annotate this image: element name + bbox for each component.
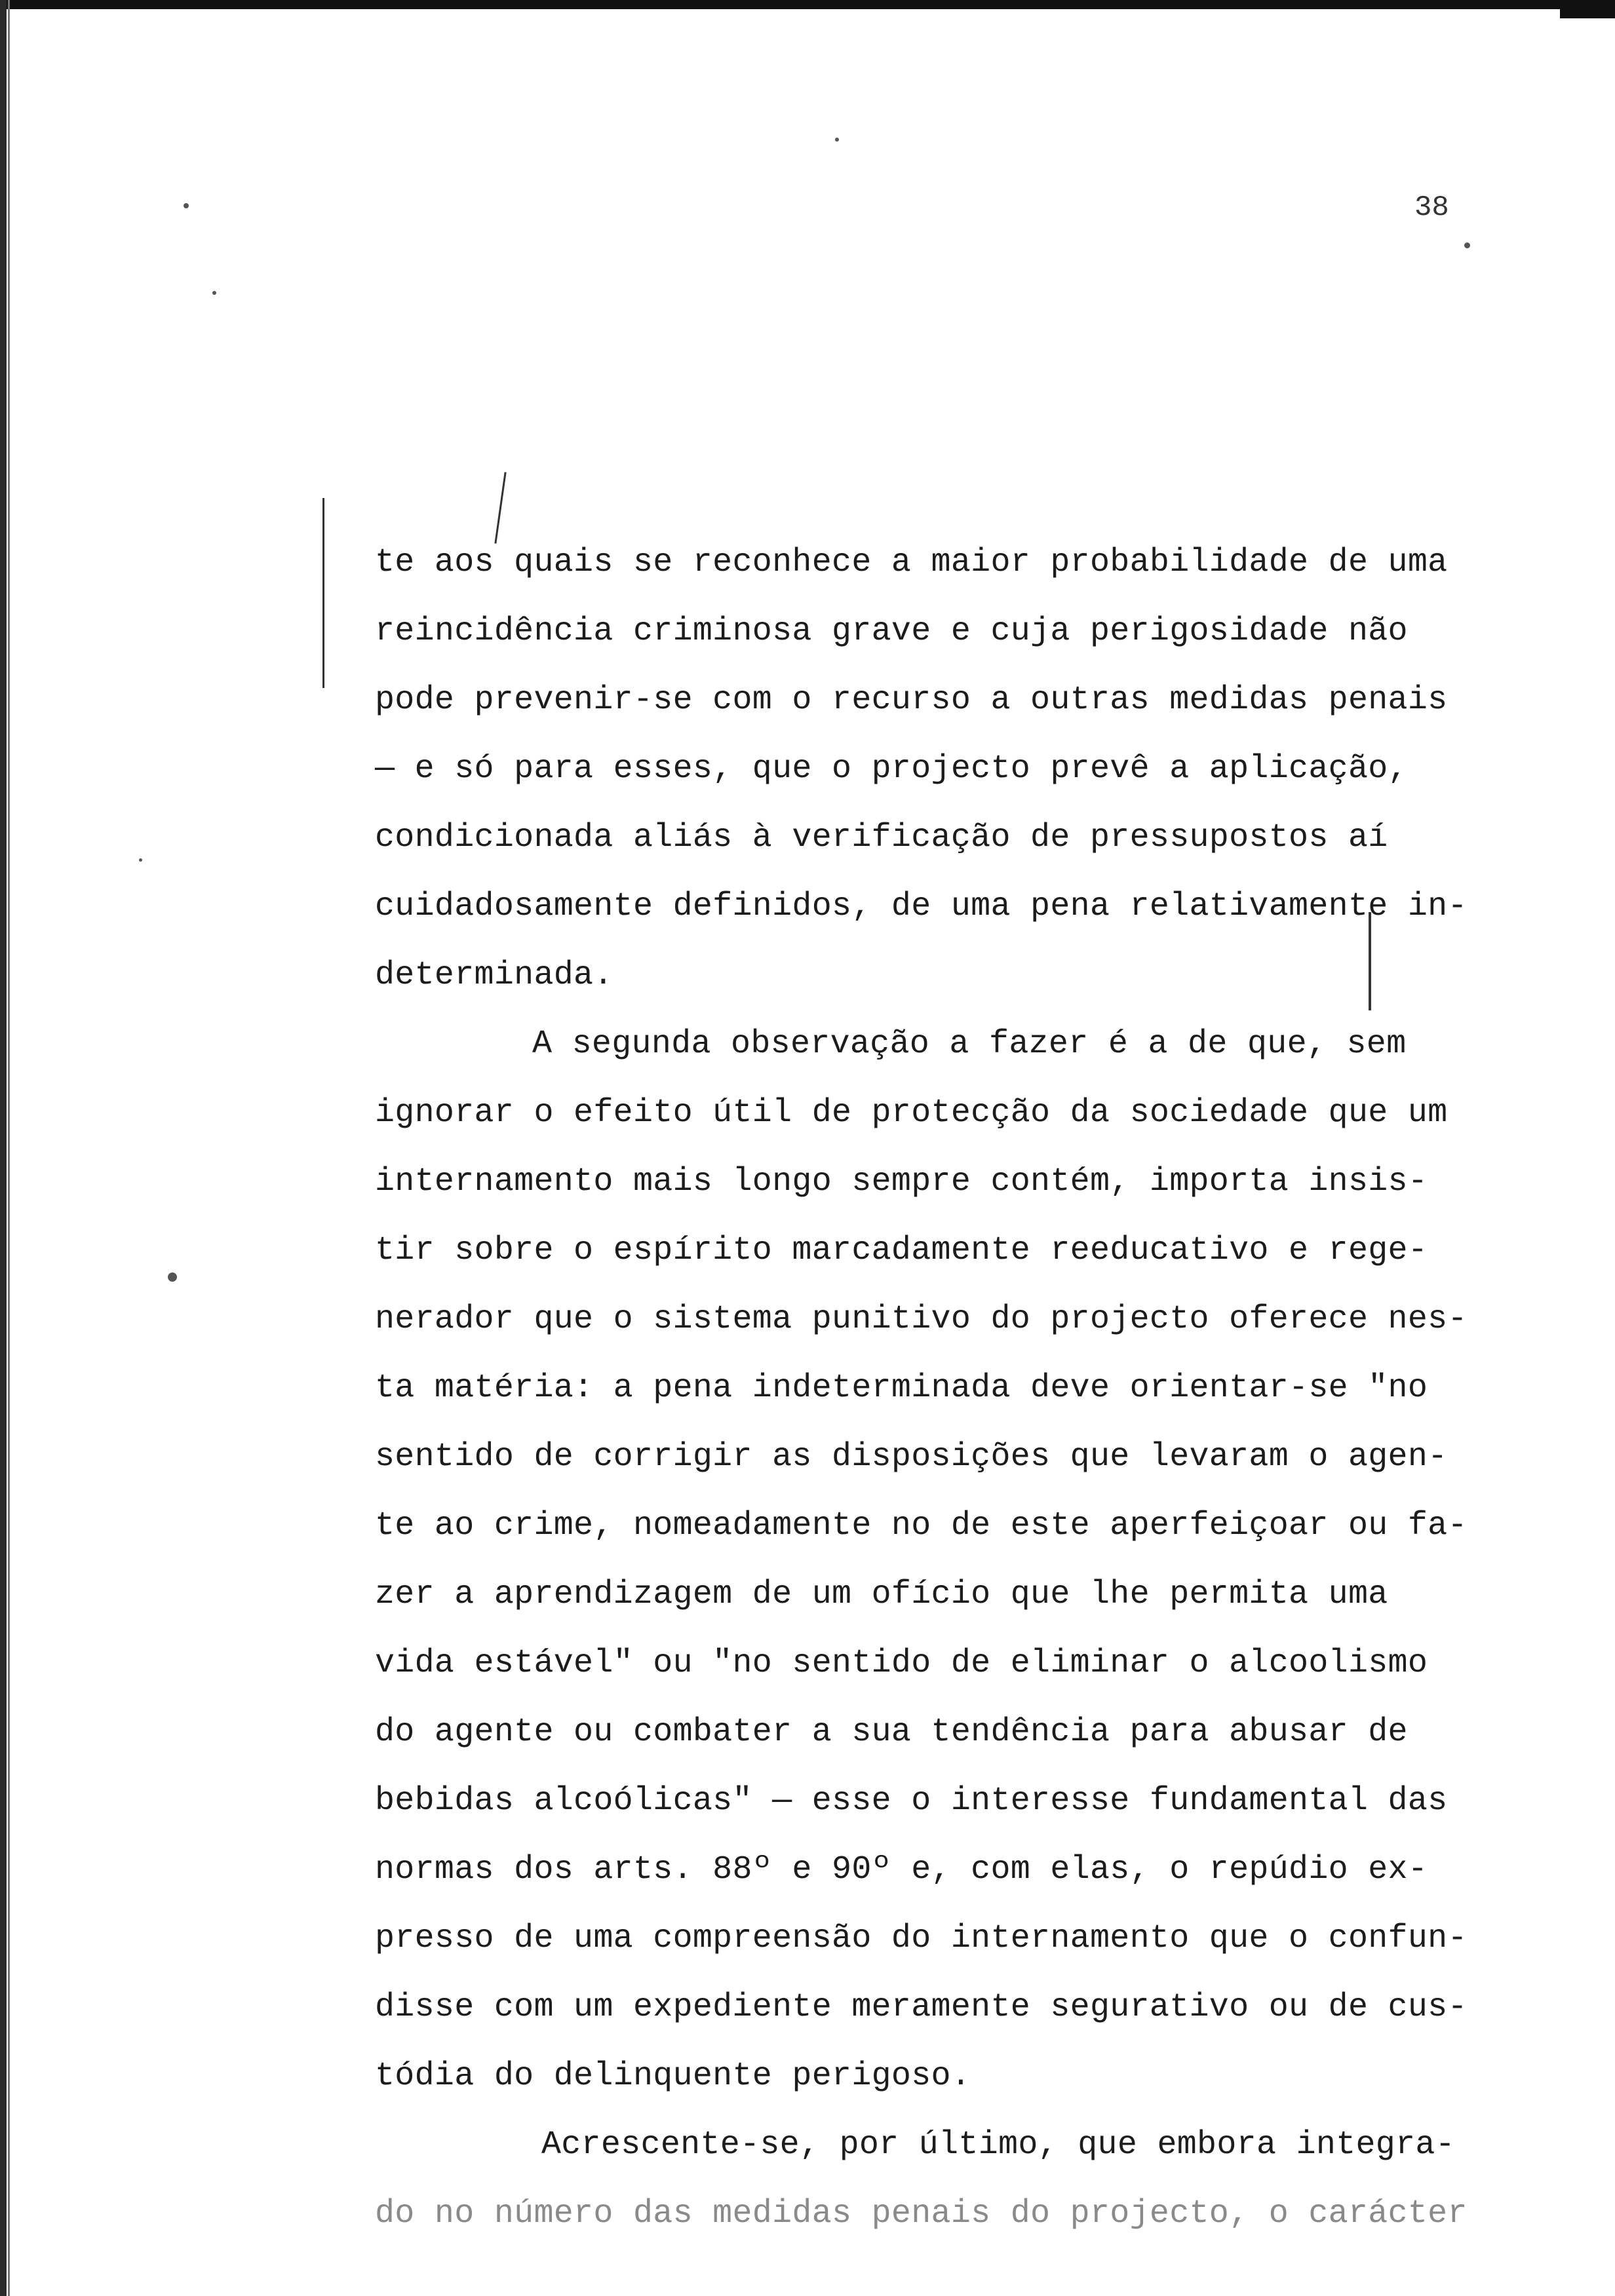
text-line: condicionada aliás à verificação de pressupostos aí (375, 819, 1388, 856)
text-line: ignorar o efeito útil de protecção da sociedade que um (375, 1094, 1448, 1132)
scan-speck (139, 858, 142, 862)
text-line: reincidência criminosa grave e cuja perigosidade não (375, 613, 1408, 650)
scan-speck (835, 138, 839, 142)
paragraph-start-line: Acrescente-se, por último, que embora integra- (541, 2126, 1456, 2164)
scan-speck (168, 1272, 177, 1282)
scan-speck (1464, 242, 1470, 248)
body-text (375, 528, 1502, 2248)
scan-speck (212, 291, 216, 295)
text-line: normas dos arts. 88º e 90º e, com elas, o repúdio ex- (375, 1851, 1428, 1888)
paragraph-start-line: A segunda observação a fazer é a de que, sem (532, 1025, 1407, 1063)
left-scan-edge (8, 0, 10, 2296)
page-number: 38 (1414, 191, 1449, 224)
text-line: do agente ou combater a sua tendência para abusar de (375, 1713, 1408, 1751)
text-line: — e só para esses, que o projecto prevê a aplicação, (375, 750, 1408, 788)
text-line: ta matéria: a pena indeterminada deve orientar-se "no (375, 1369, 1428, 1407)
text-line: te ao crime, nomeadamente no de este aperfeiçoar ou fa- (375, 1507, 1468, 1544)
text-line: internamento mais longo sempre contém, importa insis- (375, 1163, 1428, 1200)
text-line: pode prevenir-se com o recurso a outras medidas penais (375, 681, 1448, 719)
text-line: nerador que o sistema punitivo do projecto oferece nes- (375, 1301, 1468, 1338)
margin-mark-left (322, 498, 324, 688)
text-line: bebidas alcoólicas" — esse o interesse fundamental das (375, 1782, 1448, 1820)
text-line: presso de uma compreensão do internamento que o confun- (375, 1920, 1468, 1957)
text-line: zer a aprendizagem de um ofício que lhe permita uma (375, 1576, 1388, 1613)
text-line: disse com um expediente meramente segurativo ou de cus- (375, 1989, 1468, 2026)
text-line: tódia do delinquente perigoso. (375, 2057, 971, 2095)
text-line: sentido de corrigir as disposições que levaram o agen- (375, 1438, 1448, 1476)
scan-speck (184, 203, 189, 208)
text-line: vida estável" ou "no sentido de eliminar o alcoolismo (375, 1645, 1428, 1682)
text-line: determinada. (375, 957, 613, 994)
top-scan-border (0, 0, 1615, 9)
left-scan-border (0, 0, 7, 2296)
text-line: cuidadosamente definidos, de uma pena relativamente in- (375, 888, 1468, 925)
faded-text-line: do no número das medidas penais do projecto, o carácter (375, 2195, 1468, 2232)
top-right-scan-border (1560, 0, 1615, 18)
text-line: te aos quais se reconhece a maior probabilidade de uma (375, 544, 1448, 581)
text-line: tir sobre o espírito marcadamente reeducativo e rege- (375, 1232, 1428, 1269)
